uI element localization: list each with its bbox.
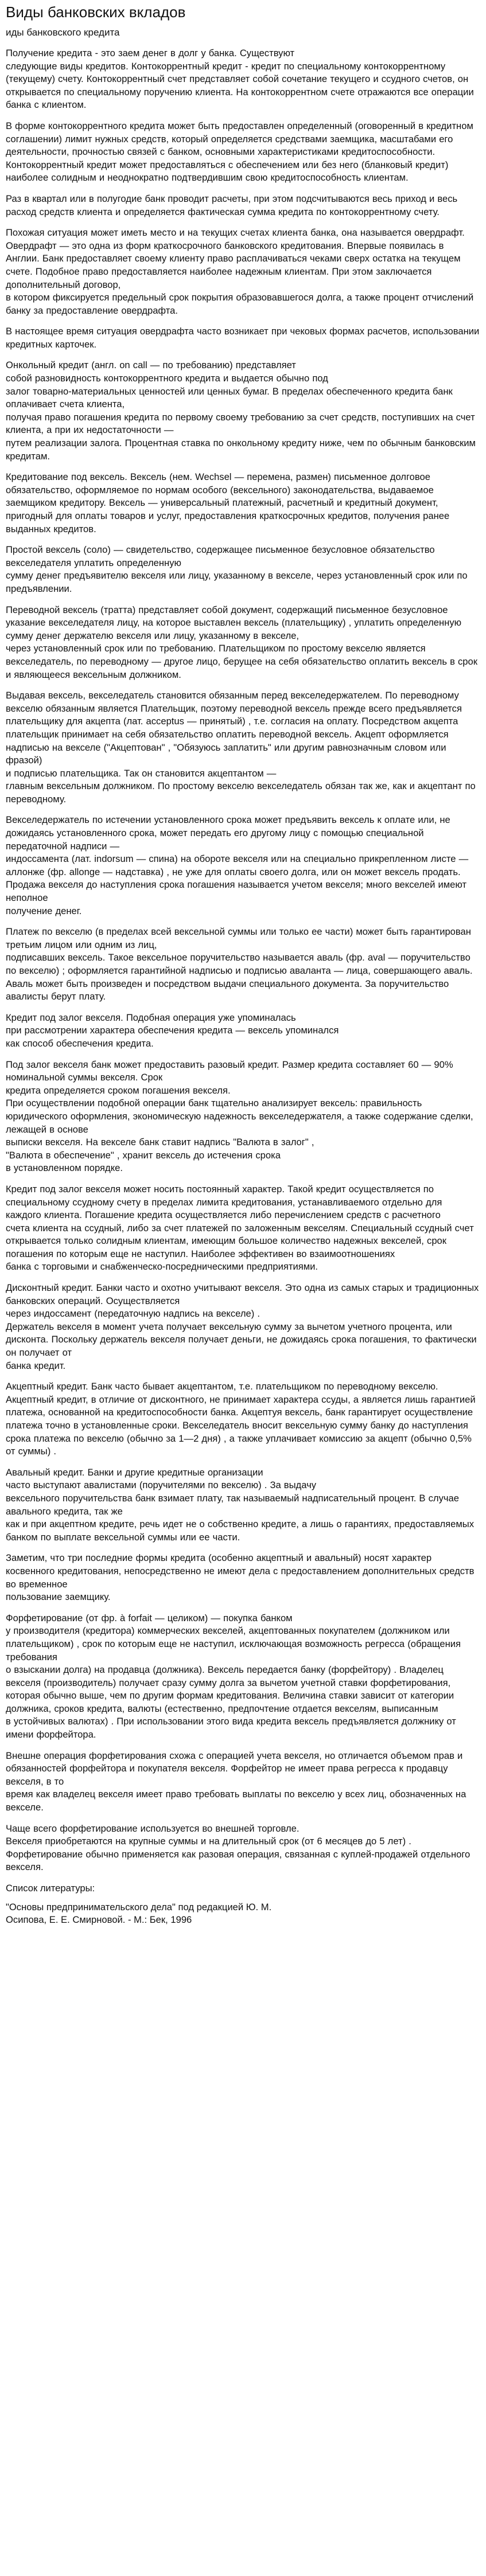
- paragraph: Выдавая вексель, векселедатель становится обязанным перед векселедержателем. По переводному векселю обязанным является Плательщик, поэтому переводной вексель прежде всего предъявляется плательщику для акцепта (лат. acceptus — принятый) , т.е. согласия на оплату. Посредством акцепта плательщик принимает на себя обязательство оплатить переводной вексель. Акцепт оформляется надписью на векселе ("Акцептован" , "Обязуюсь заплатить" или другим равнозначным словом или фразой) и подписью плательщика. Так он становится акцептантом — главным вексельным должником. По простому векселю векселедатель обязан так же, как и акцептант по переводному.: [6, 690, 476, 805]
- paragraph: Кредитование под вексель. Вексель (нем. Wechsel — перемена, размен) письменное долговое обязательство, оформляемое по нормам особого (вексельного) законодательства, выдаваемое заемщиком кредитору. Вексель — универсальный платежный, расчетный и кредитный документ, пригодный для оплаты товаров и услуг, предоставления краткосрочных кредитов, получения ранее выданных кредитов.: [6, 471, 450, 534]
- paragraph: Кредит под залог векселя может носить постоянный характер. Такой кредит осуществляется по специальному ссудному счету в пределах лимита кредитования, устанавливаемого отдельно для каждого клиента. Погашение кредита осуществляется либо перечислением средств с расчетного счета клиента на ссудный, либо за счет платежей по заложенным векселям. Специальный ссудный счет открывается только солидным клиентам, имеющим большое количество надежных векселей, срок погашения по которым еще не наступил. Наиболее эффективен во взаимоотношениях банка с торговыми и снабженческо-посредническими предприятиями.: [6, 1183, 474, 1273]
- references-title: Список литературы:: [6, 1883, 95, 1894]
- paragraph: Раз в квартал или в полугодие банк проводит расчеты, при этом подсчитываются весь приход и весь расход средств клиента и определяется фактическая сумма кредита по контокоррентному счету.: [6, 193, 458, 217]
- paragraph: Получение кредита - это заем денег в долг у банка. Существуют следующие виды кредитов. Контокоррентный кредит - кредит по специальному контокоррентному (текущему) счету. Контокоррентный счет представляет собой сочетание текущего и ссудного счетов, он открывается по специальному поручению клиента. На контокоррентном счете отражаются все операции банка с клиентом.: [6, 48, 474, 111]
- paragraph: Под залог векселя банк может предоставить разовый кредит. Размер кредита составляет 60 — 90% номинальной суммы векселя. Срок кредита определяется сроком погашения векселя. При осуществлении подобной операции банк тщательно анализирует вексель: правильность юридического оформления, экономическую надежность векселедержателя, а также содержание сделки, лежащей в основе выписки векселя. На векселе банк ставит надпись "Валюта в залог" , "Валюта в обеспечение" , хранит вексель до истечения срока в установленном порядке.: [6, 1059, 473, 1174]
- paragraph: Чаще всего форфетирование используется во внешней торговле. Векселя приобретаются на крупные суммы и на длительный срок (от 6 месяцев до 5 лет) . Форфетирование обычно применяется как разовая операция, связанная с куплей-продажей отдельного векселя.: [6, 1822, 471, 1873]
- paragraph: Внешне операция форфетирования схожа с операцией учета векселя, но отличается объемом прав и обязанностей форфейтора и покупателя векселя. Форфейтор не имеет права регресса к продавцу векселя, в то время как владелец векселя имеет право требовать выплаты по векселю у всех лиц, обозначенных на векселе.: [6, 1750, 466, 1813]
- paragraph: Дисконтный кредит. Банки часто и охотно учитывают векселя. Это одна из самых старых и традиционных банковских операций. Осуществляется через индоссамент (передаточную надпись на векселе) . Держатель векселя в момент учета получает вексельную сумму за вычетом учетного процента, или дисконта. Поскольку держатель векселя получает деньги, не дожидаясь срока погашения, то фактически он получает от банка кредит.: [6, 1282, 479, 1371]
- paragraph: Заметим, что три последние формы кредита (особенно акцептный и авальный) носят характер косвенного кредитования, непосредственно не имеют дела с предоставлением дополнительных средств во временное пользование заемщику.: [6, 1552, 475, 1603]
- reference-item: "Основы предпринимательского дела" под редакцией Ю. М. Осипова, Е. Е. Смирновой. - М.: Бек, 1996: [6, 1901, 272, 1926]
- paragraph: Похожая ситуация может иметь место и на текущих счетах клиента банка, она называется овердрафт. Овердрафт — это одна из форм краткосрочного банковского кредитования. Впервые появилась в Англии. Банк предоставляет своему клиенту право расплачиваться чеками сверх остатка на текущем счете. Подобное право предоставляется наиболее надежным клиентам. При этом заключается дополнительный договор, в котором фиксируется предельный срок покрытия образовавшегося долга, а также процент отчислений банку за предоставление овердрафта.: [6, 227, 474, 316]
- paragraph: Переводной вексель (тратта) представляет собой документ, содержащий письменное безусловное указание векселедателя лицу, на которое выставлен вексель (плательщику) , уплатить определенную сумму денег держателю векселя или лицу, указанному в векселе, через установленный срок или по требованию. Плательщиком по простому векселю является векселедатель, по переводному — другое лицо, берущее на себя обязательство оплатить вексель в срок и являющееся вексельным должником.: [6, 604, 478, 680]
- paragraph: Онкольный кредит (англ. on call — по требованию) представляет собой разновидность контокоррентного кредита и выдается обычно под залог товарно-материальных ценностей или ценных бумаг. В пределах обеспеченного кредита банк оплачивает счета клиента, получая право погашения кредита по первому своему требованию за счет средств, поступивших на счет клиента, а при их недостаточности — путем реализации залога. Процентная ставка по онкольному кредиту ниже, чем по обычным банковским кредитам.: [6, 360, 476, 462]
- paragraph: Кредит под залог векселя. Подобная операция уже упоминалась при рассмотрении характера обеспечения кредита — вексель упоминался как способ обеспечения кредита.: [6, 1012, 339, 1049]
- section-subtitle: иды банковского кредита: [6, 27, 120, 38]
- page-title: Виды банковских вкладов: [6, 3, 186, 21]
- paragraph: Векселедержатель по истечении установленного срока может предъявить вексель к оплате или, не дожидаясь установленного срока, может передать его другому лицу с помощью специальной передаточной надписи — индоссамента (лат. indorsum — спина) на обороте векселя или на специально прикрепленном листе — аллонже (фр. allonge — надставка) , не уже для оплаты своего долга, или он может вексель продать. Продажа векселя до наступления срока погашения называется учетом векселя; много векселей имеют неполное получение денег.: [6, 814, 469, 916]
- paragraph: В настоящее время ситуация овердрафта часто возникает при чековых формах расчетов, использовании кредитных карточек.: [6, 326, 480, 350]
- paragraph: В форме контокоррентного кредита может быть предоставлен определенный (оговоренный в кредитном соглашении) лимит нужных средств, который определяется средствами заемщика, масштабами его деятельности, прочностью связей с банком, основными характеристиками кредитоспособности. Контокоррентный кредит может предоставляться с обеспечением или без него (бланковый кредит) наиболее солидным и неоднократно подтвердившим свою кредитоспособность клиентам.: [6, 120, 473, 184]
- paragraph: Акцептный кредит. Банк часто бывает акцептантом, т.е. плательщиком по переводному векселю. Акцептный кредит, в отличие от дисконтного, не принимает характера ссуды, а является лишь гарантией платежа, основанной на кредитоспособности банка. Акцептуя вексель, банк гарантирует осуществление платежа точно в установленные сроки. Векселедатель вносит вексельную сумму банку до наступления срока платежа по векселю (обычно за 1—2 дня) , а также уплачивает комиссию за акцепт (обычно 0,5% от суммы) .: [6, 1381, 476, 1457]
- paragraph: Авальный кредит. Банки и другие кредитные организации часто выступают авалистами (поручителями по векселю) . За выдачу вексельного поручительства банк взимает плату, так называемый надписательный процент. В случае авального кредита, так же как и при акцептном кредите, речь идет не о собственно кредите, а лишь о гарантиях, предоставляемых банком по выплате вексельной суммы или ее части.: [6, 1466, 474, 1543]
- paragraph: Форфетирование (от фр. à forfait — целиком) — покупка банком у производителя (кредитора) коммерческих векселей, акцептованных покупателем (должником или плательщиком) , срок по которым еще не наступил, исключающая возможность регресса (обращения требования о взыскании долга) на продавца (должника). Вексель передается банку (форфейтору) . Владелец векселя (производитель) получает сразу сумму долга за вычетом учетной ставки форфетирования, которая обычно выше, чем по другим формам кредитования. Величина ставки зависит от категории должника, сроков кредита, валюты (естественно, предпочтение отдается векселям, выписанным в устойчивых валютах) . При использовании этого вида кредита вексель предъявляется должнику от имени форфейтора.: [6, 1612, 461, 1740]
- paragraph: Платеж по векселю (в пределах всей вексельной суммы или только ее части) может быть гарантирован третьим лицом или одним из лиц, подписавших вексель. Такое вексельное поручительство называется аваль (фр. aval — поручительство по векселю) ; оформляется гарантийной надписью и подписью аваланта — лица, совершающего аваль. Аваль может быть произведен и посредством выдачи специального документа. За поручительство авалисты берут плату.: [6, 926, 473, 1002]
- paragraph: Простой вексель (соло) — свидетельство, содержащее письменное безусловное обязательство векселедателя уплатить определенную сумму денег предъявителю векселя или лицу, указанному в векселе, через установленный срок или по предъявлении.: [6, 544, 468, 594]
- article-body: [6, 47, 480, 1874]
